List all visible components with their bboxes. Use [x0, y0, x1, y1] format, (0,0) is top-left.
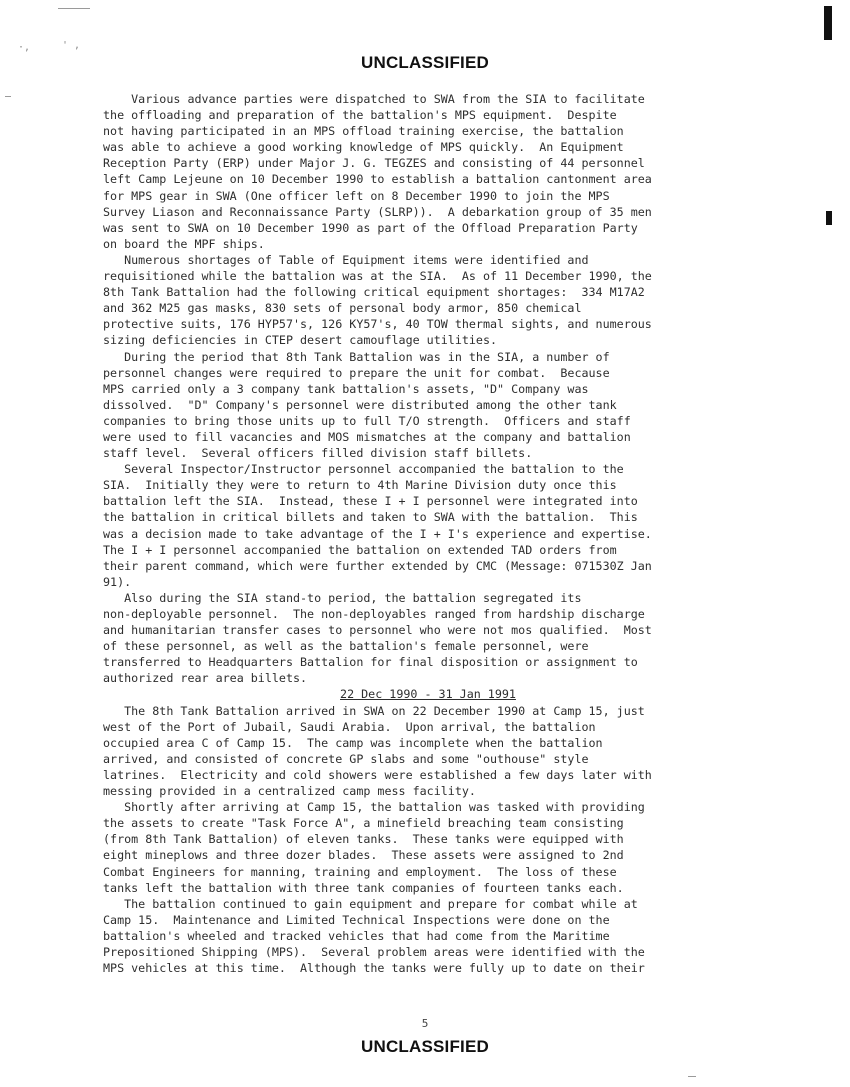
text-line: MPS carried only a 3 company tank battalion's assets, "D" Company was: [103, 381, 589, 396]
text-line: west of the Port of Jubail, Saudi Arabia. Upon arrival, the battalion: [103, 719, 596, 734]
body-paragraphs-part-2: [103, 703, 753, 977]
text-line: messing provided in a centralized camp mess facility.: [103, 784, 476, 799]
text-line: protective suits, 176 HYP57's, 126 KY57's, 40 TOW thermal sights, and numerous: [103, 317, 652, 332]
scan-speck-2: ' ,: [62, 40, 81, 51]
text-line: was a decision made to take advantage of the I + I's experience and expertise.: [103, 526, 652, 541]
text-line: battalion's wheeled and tracked vehicles that had come from the Maritime: [103, 928, 610, 943]
text-line: and 362 M25 gas masks, 830 sets of personal body armor, 850 chemical: [103, 301, 582, 316]
text-line: was able to achieve a good working knowledge of MPS quickly. An Equipment: [103, 140, 624, 155]
text-line: Also during the SIA stand-to period, the battalion segregated its: [103, 590, 582, 605]
text-line: not having participated in an MPS offload training exercise, the battalion: [103, 124, 624, 139]
text-line: of these personnel, as well as the battalion's female personnel, were: [103, 639, 589, 654]
binding-mark-top: [824, 6, 832, 40]
text-line: left Camp Lejeune on 10 December 1990 to establish a battalion cantonment area: [103, 172, 652, 187]
text-line: SIA. Initially they were to return to 4th Marine Division duty once this: [103, 478, 617, 493]
text-line: Prepositioned Shipping (MPS). Several problem areas were identified with the: [103, 944, 645, 959]
text-line: Various advance parties were dispatched to SWA from the SIA to facilitate: [103, 92, 645, 106]
document-body: [103, 91, 753, 976]
text-line: Several Inspector/Instructor personnel accompanied the battalion to the: [103, 462, 624, 477]
section-heading: [103, 686, 753, 702]
text-line: Combat Engineers for manning, training and employment. The loss of these: [103, 864, 617, 879]
scan-mark-bottom-right: [688, 1076, 696, 1077]
section-heading-text: 22 Dec 1990 - 31 Jan 1991: [340, 687, 516, 702]
text-line: authorized rear area billets.: [103, 671, 308, 686]
text-line: companies to bring those units up to full T/O strength. Officers and staff: [103, 413, 631, 428]
text-line: (from 8th Tank Battalion) of eleven tanks. These tanks were equipped with: [103, 832, 624, 847]
text-line: their parent command, which were further extended by CMC (Message: 071530Z Jan: [103, 558, 652, 573]
classification-header: UNCLASSIFIED: [360, 53, 490, 72]
text-line: the offloading and preparation of the battalion's MPS equipment. Despite: [103, 108, 617, 123]
text-line: 91).: [103, 574, 132, 589]
text-line: the battalion in critical billets and taken to SWA with the battalion. This: [103, 510, 638, 525]
text-line: latrines. Electricity and cold showers were established a few days later with: [103, 767, 652, 782]
scan-mark-left: [5, 96, 11, 97]
text-line: Camp 15. Maintenance and Limited Technical Inspections were done on the: [103, 912, 610, 927]
text-line: The I + I personnel accompanied the battalion on extended TAD orders from: [103, 542, 617, 557]
text-line: The 8th Tank Battalion arrived in SWA on 22 December 1990 at Camp 15, just: [103, 703, 645, 718]
text-line: eight mineplows and three dozer blades. These assets were assigned to 2nd: [103, 848, 624, 863]
text-line: on board the MPF ships.: [103, 236, 265, 251]
text-line: and humanitarian transfer cases to personnel who were not mos qualified. Most: [103, 623, 652, 638]
text-line: The battalion continued to gain equipment and prepare for combat while at: [103, 896, 638, 911]
text-line: staff level. Several officers filled division staff billets.: [103, 446, 533, 461]
classification-footer: UNCLASSIFIED: [360, 1037, 490, 1056]
text-line: was sent to SWA on 10 December 1990 as part of the Offload Preparation Party: [103, 220, 638, 235]
text-line: MPS vehicles at this time. Although the tanks were fully up to date on their: [103, 961, 645, 976]
text-line: Shortly after arriving at Camp 15, the battalion was tasked with providing: [103, 800, 645, 815]
binding-mark-middle: [826, 211, 832, 225]
text-line: During the period that 8th Tank Battalion was in the SIA, a number of: [103, 349, 610, 364]
text-line: arrived, and consisted of concrete GP slabs and some "outhouse" style: [103, 751, 589, 766]
text-line: the assets to create "Task Force A", a minefield breaching team consisting: [103, 816, 624, 831]
text-line: dissolved. "D" Company's personnel were distributed among the other tank: [103, 397, 617, 412]
text-line: occupied area C of Camp 15. The camp was incomplete when the battalion: [103, 735, 603, 750]
text-line: 8th Tank Battalion had the following critical equipment shortages: 334 M17A2: [103, 285, 645, 300]
text-line: non-deployable personnel. The non-deployables ranged from hardship discharge: [103, 607, 645, 621]
text-line: transferred to Headquarters Battalion for final disposition or assignment to: [103, 655, 638, 670]
scan-speck-1: ·,: [18, 42, 31, 53]
text-line: personnel changes were required to prepare the unit for combat. Because: [103, 365, 610, 380]
text-line: Numerous shortages of Table of Equipment items were identified and: [103, 252, 589, 267]
text-line: were used to fill vacancies and MOS mismatches at the company and battalion: [103, 429, 631, 444]
text-line: sizing deficiencies in CTEP desert camouflage utilities.: [103, 333, 498, 348]
scan-mark-top-left: [58, 8, 90, 9]
text-line: Reception Party (ERP) under Major J. G. TEGZES and consisting of 44 personnel: [103, 156, 645, 171]
page-number: 5: [421, 1017, 429, 1030]
text-line: tanks left the battalion with three tank companies of fourteen tanks each.: [103, 880, 624, 895]
text-line: Survey Liason and Reconnaissance Party (SLRP)). A debarkation group of 35 men: [103, 204, 652, 219]
text-line: requisitioned while the battalion was at the SIA. As of 11 December 1990, the: [103, 269, 652, 284]
text-line: for MPS gear in SWA (One officer left on 8 December 1990 to join the MPS: [103, 188, 610, 203]
body-paragraphs-part-1: [103, 91, 753, 686]
text-line: battalion left the SIA. Instead, these I + I personnel were integrated into: [103, 494, 638, 509]
